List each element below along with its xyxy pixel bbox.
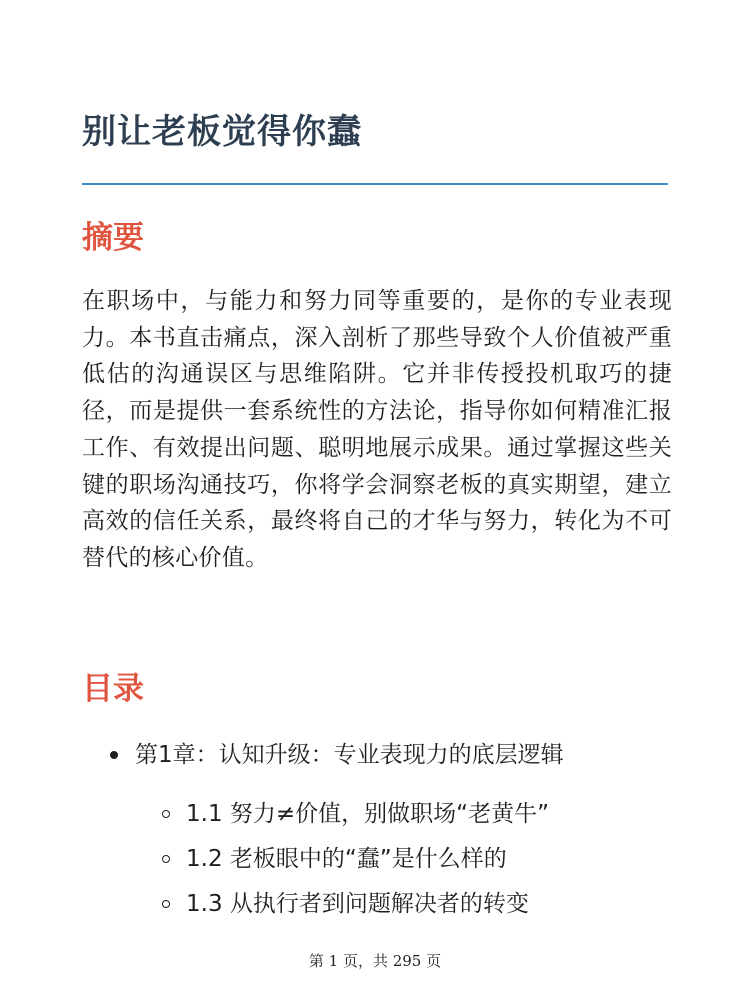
bullet-circle-icon (162, 810, 170, 818)
toc-subsection-label: 1.3 从执行者到问题解决者的转变 (186, 891, 529, 917)
toc-subsection-item (162, 796, 549, 832)
document-title: 别让老板觉得你蠢 (82, 112, 362, 152)
title-divider (82, 183, 668, 185)
toc-subsection-item (162, 841, 507, 877)
toc-subsection-label: 1.2 老板眼中的“蠢”是什么样的 (186, 846, 507, 872)
toc-chapter-label: 第1章：认知升级：专业表现力的底层逻辑 (135, 742, 564, 768)
page-footer: 第 1 页，共 295 页 (308, 952, 442, 970)
bullet-circle-icon (162, 855, 170, 863)
toc-chapter-item (110, 737, 564, 773)
toc-subsection-item (162, 886, 529, 922)
toc-subsection-label: 1.1 努力≠价值，别做职场“老黄牛” (186, 801, 549, 827)
toc-heading: 目录 (82, 671, 144, 707)
abstract-heading: 摘要 (82, 220, 144, 256)
bullet-disc-icon (110, 751, 118, 759)
bullet-circle-icon (162, 900, 170, 908)
abstract-body: 在职场中，与能力和努力同等重要的，是你的专业表现力。本书直击痛点，深入剖析了那些导致个人价值被严重低估的沟通误区与思维陷阱。它并非传授投机取巧的捷径，而是提供一套系统性的方法论，指导你如何精准汇报工作、有效提出问题、聪明地展示成果。通过掌握这些关键的职场沟通技巧，你将学会洞察老板的真实期望，建立高效的信任关系，最终将自己的才华与努力，转化为不可替代的核心价值。 (82, 288, 672, 571)
